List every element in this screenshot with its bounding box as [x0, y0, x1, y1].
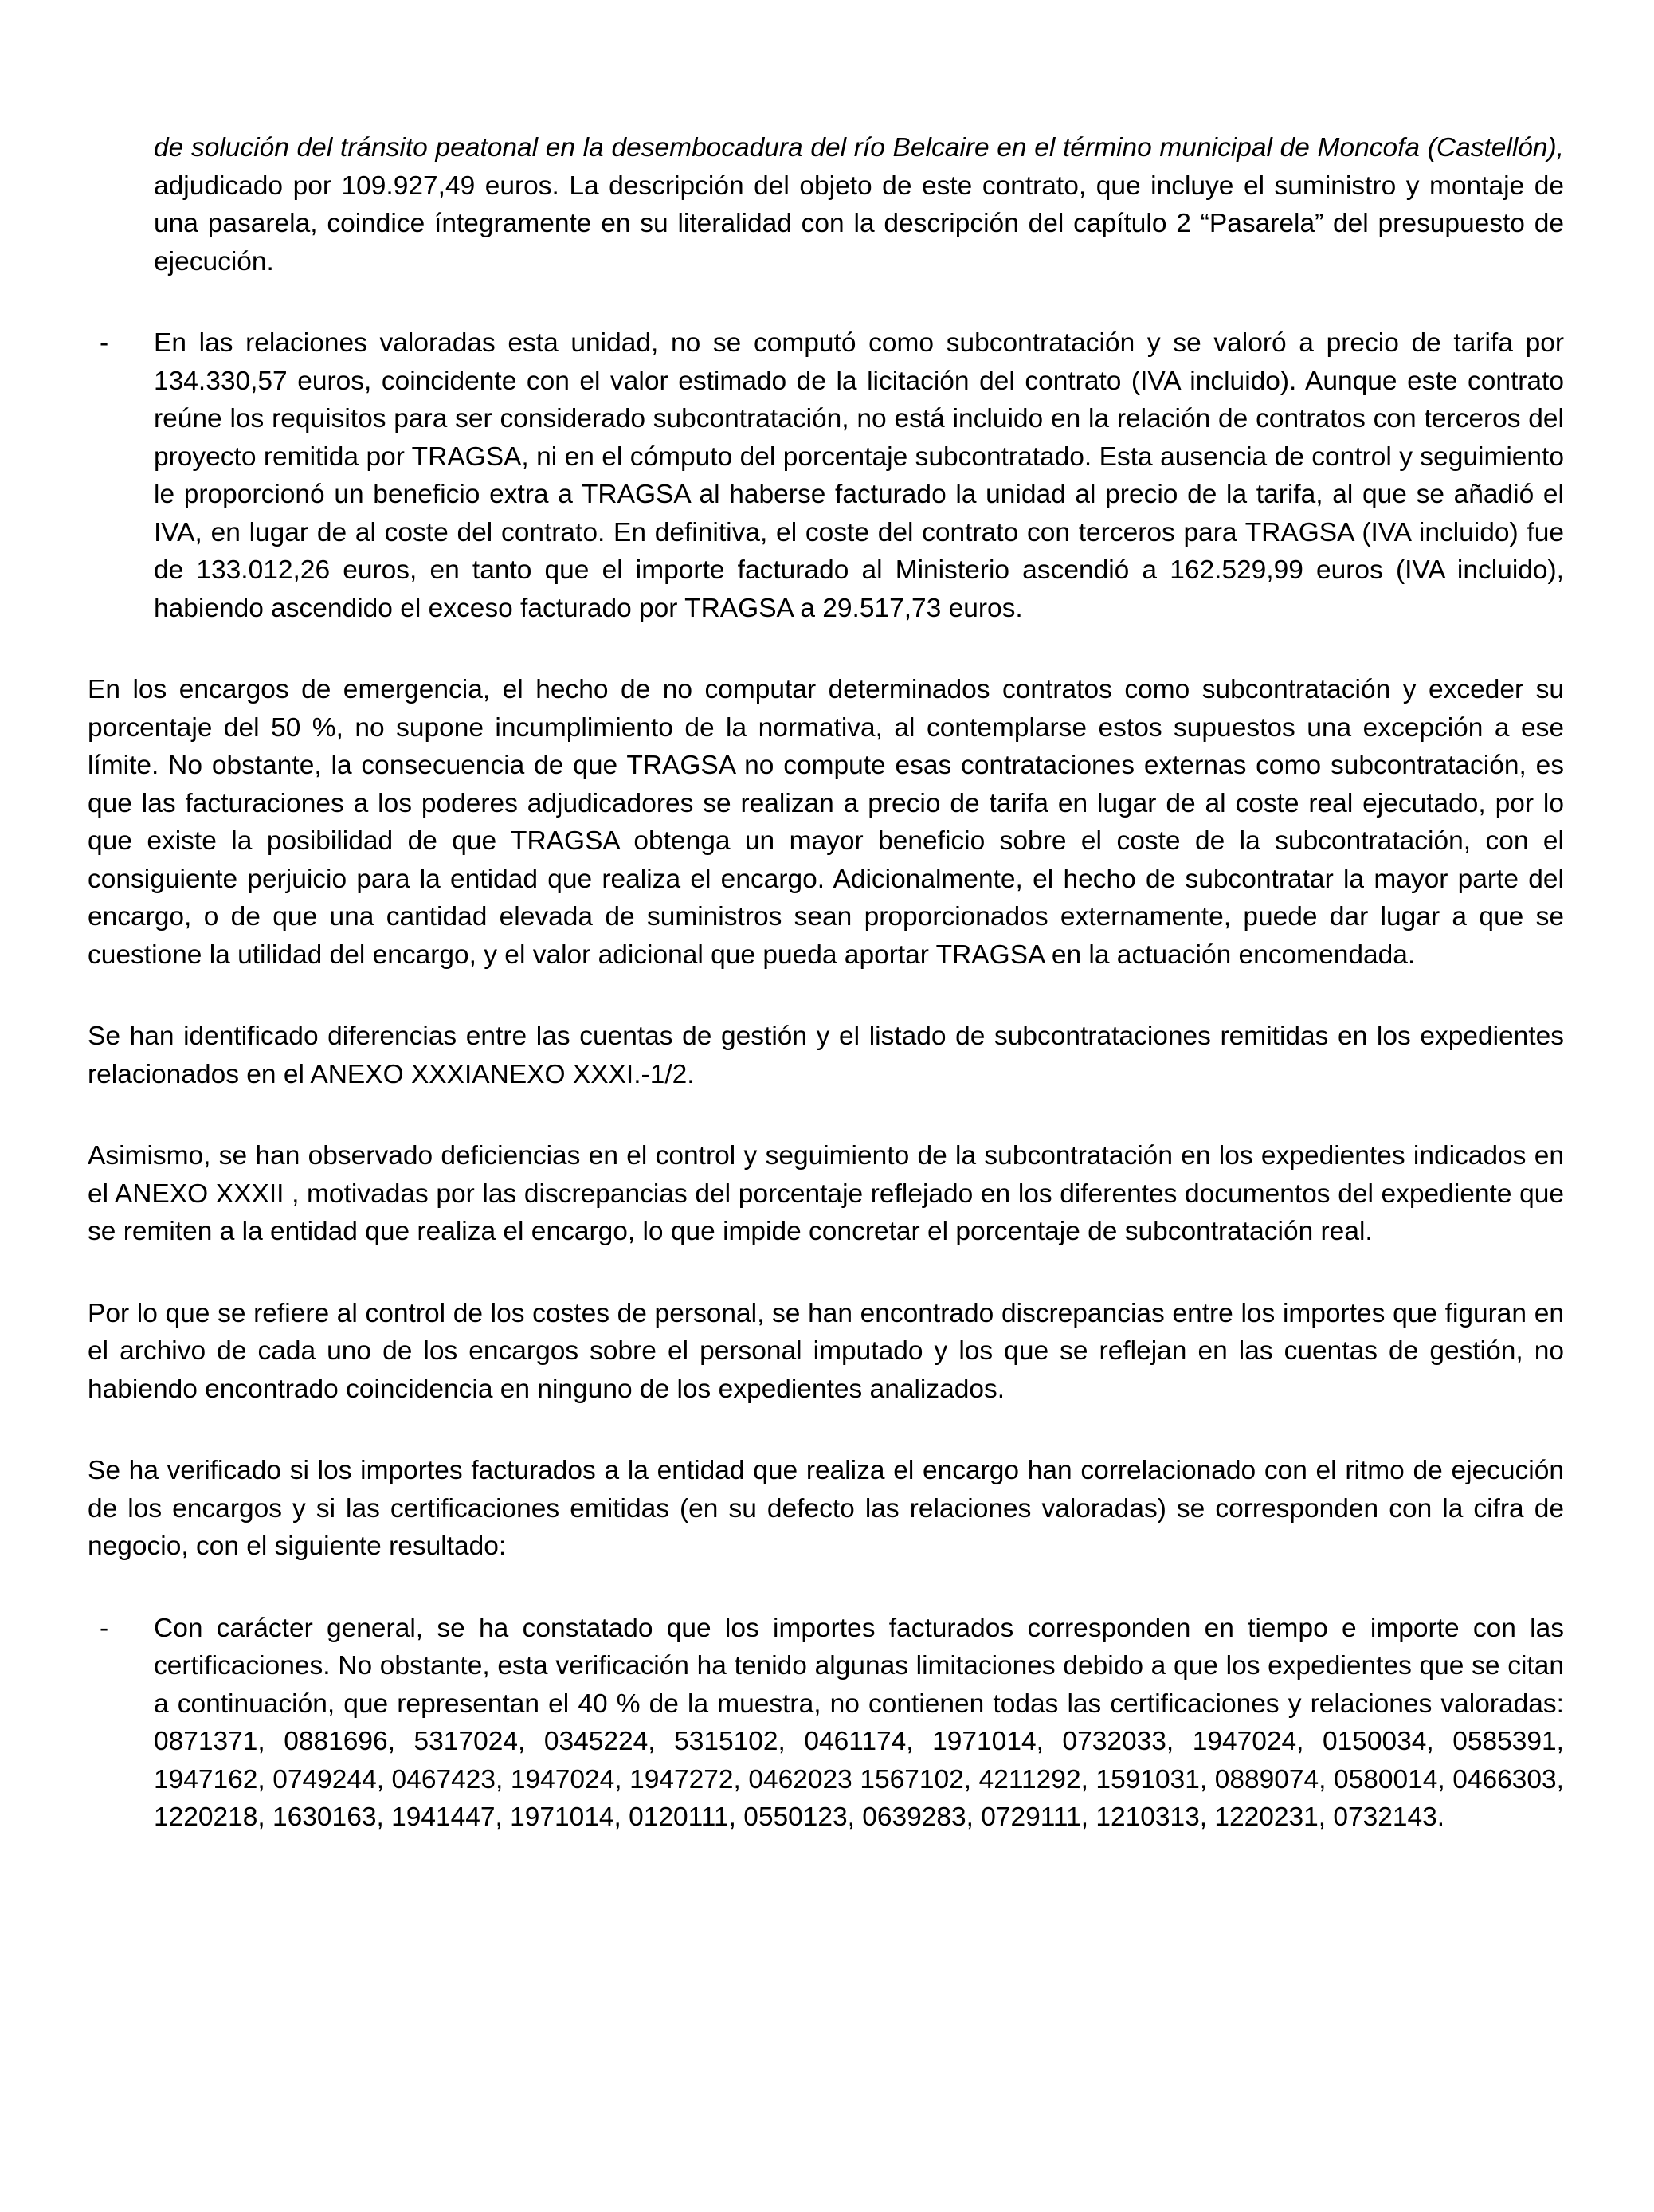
paragraph-annexo-xxxii-deficiencies: Asimismo, se han observado deficiencias en el control y seguimiento de la subcontratación en los expedientes indicados en el ANEXO XXXII , motivadas por las discrepancias del porcentaje reflejado en los diferentes documentos del expediente que se remiten a la entidad que realiza el encargo, lo que impide concretar el porcentaje de subcontratación real.	[88, 1141, 1564, 1246]
bullet-dash-icon: -	[100, 1613, 109, 1643]
bullet-text-subcontracting-valuation: En las relaciones valoradas esta unidad, no se computó como subcontratación y se valoró a precio de tarifa por 134.330,57 euros, coincidente con el valor estimado de la licitación del contrato (IVA incluido). Aunque este contrato reúne los requisitos para ser considerado subcontratación, no está incluido en la relación de contratos con terceros del proyecto remitida por TRAGSA, ni en el cómputo del porcentaje subcontratado. Esta ausencia de control y seguimiento le proporcionó un beneficio extra a TRAGSA al haberse facturado la unidad al precio de la tarifa, al que se añadió el IVA, en lugar de al coste del contrato. En definitiva, el coste del contrato con terceros para TRAGSA (IVA incluido) fue de 133.012,26 euros, en tanto que el importe facturado al Ministerio ascendió a 162.529,99 euros (IVA incluido), habiendo ascendido el exceso facturado por TRAGSA a 29.517,73 euros.	[154, 328, 1564, 623]
bullet-text-certifications: Con carácter general, se ha constatado que los importes facturados corresponden en tiempo e importe con las certificaciones. No obstante, esta verificación ha tenido algunas limitaciones debido a que los expedientes que se citan a continuación, que representan el 40 % de la muestra, no contienen todas las certificaciones y relaciones valoradas: 0871371, 0881696, 5317024, 0345224, 5315102, 0461174, 1971014, 0732033, 1947024, 0150034, 0585391, 1947162, 0749244, 0467423, 1947024, 1947272, 0462023 1567102, 4211292, 1591031, 0889074, 0580014, 0466303, 1220218, 1630163, 1941447, 1971014, 0120111, 0550123, 0639283, 0729111, 1210313, 1220231, 0732143.	[154, 1613, 1564, 1832]
paragraph-management-accounts-differences: Se han identificado diferencias entre las cuentas de gestión y el listado de subcontrataciones remitidas en los expedientes relacionados en el ANEXO XXXIANEXO XXXI.-1/2.	[88, 1022, 1564, 1089]
paragraph-billing-verification: Se ha verificado si los importes facturados a la entidad que realiza el encargo han correlacionado con el ritmo de ejecución de los encargos y si las certificaciones emitidas (en su defecto las relaciones valoradas) se corresponden con la cifra de negocio, con el siguiente resultado:	[88, 1456, 1564, 1561]
intro-regular-text: adjudicado por 109.927,49 euros. La descripción del objeto de este contrato, que incluye el suministro y montaje de una pasarela, coindice íntegramente en su literalidad con la descripción del capítulo 2 “Pasarela” del presupuesto de ejecución.	[154, 171, 1564, 276]
bullet-dash-icon: -	[100, 328, 109, 358]
intro-italic-text: de solución del tránsito peatonal en la desembocadura del río Belcaire en el término municipal de Moncofa (Castellón),	[154, 133, 1564, 163]
paragraph-personnel-costs: Por lo que se refiere al control de los costes de personal, se han encontrado discrepancias entre los importes que figuran en el archivo de cada uno de los encargos sobre el personal imputado y los que se reflejan en las cuentas de gestión, no habiendo encontrado coincidencia en ninguno de los expedientes analizados.	[88, 1298, 1564, 1404]
bullet-item-subcontracting-valuation	[88, 324, 1564, 627]
paragraph-emergency-orders: En los encargos de emergencia, el hecho de no computar determinados contratos como subcontratación y exceder su porcentaje del 50 %, no supone incumplimiento de la normativa, al contemplarse estos supuestos una excepción a ese límite. No obstante, la consecuencia de que TRAGSA no compute esas contrataciones externas como subcontratación, es que las facturaciones a los poderes adjudicadores se realizan a precio de tarifa en lugar de al coste real ejecutado, por lo que existe la posibilidad de que TRAGSA obtenga un mayor beneficio sobre el coste de la subcontratación, con el consiguiente perjuicio para la entidad que realiza el encargo. Adicionalmente, el hecho de subcontratar la mayor parte del encargo, o de que una cantidad elevada de suministros sean proporcionados externamente, puede dar lugar a que se cuestione la utilidad del encargo, y el valor adicional que pueda aportar TRAGSA en la actuación encomendada.	[88, 675, 1564, 970]
paragraph-intro-continuation	[154, 129, 1564, 280]
bullet-item-certifications	[88, 1610, 1564, 1837]
